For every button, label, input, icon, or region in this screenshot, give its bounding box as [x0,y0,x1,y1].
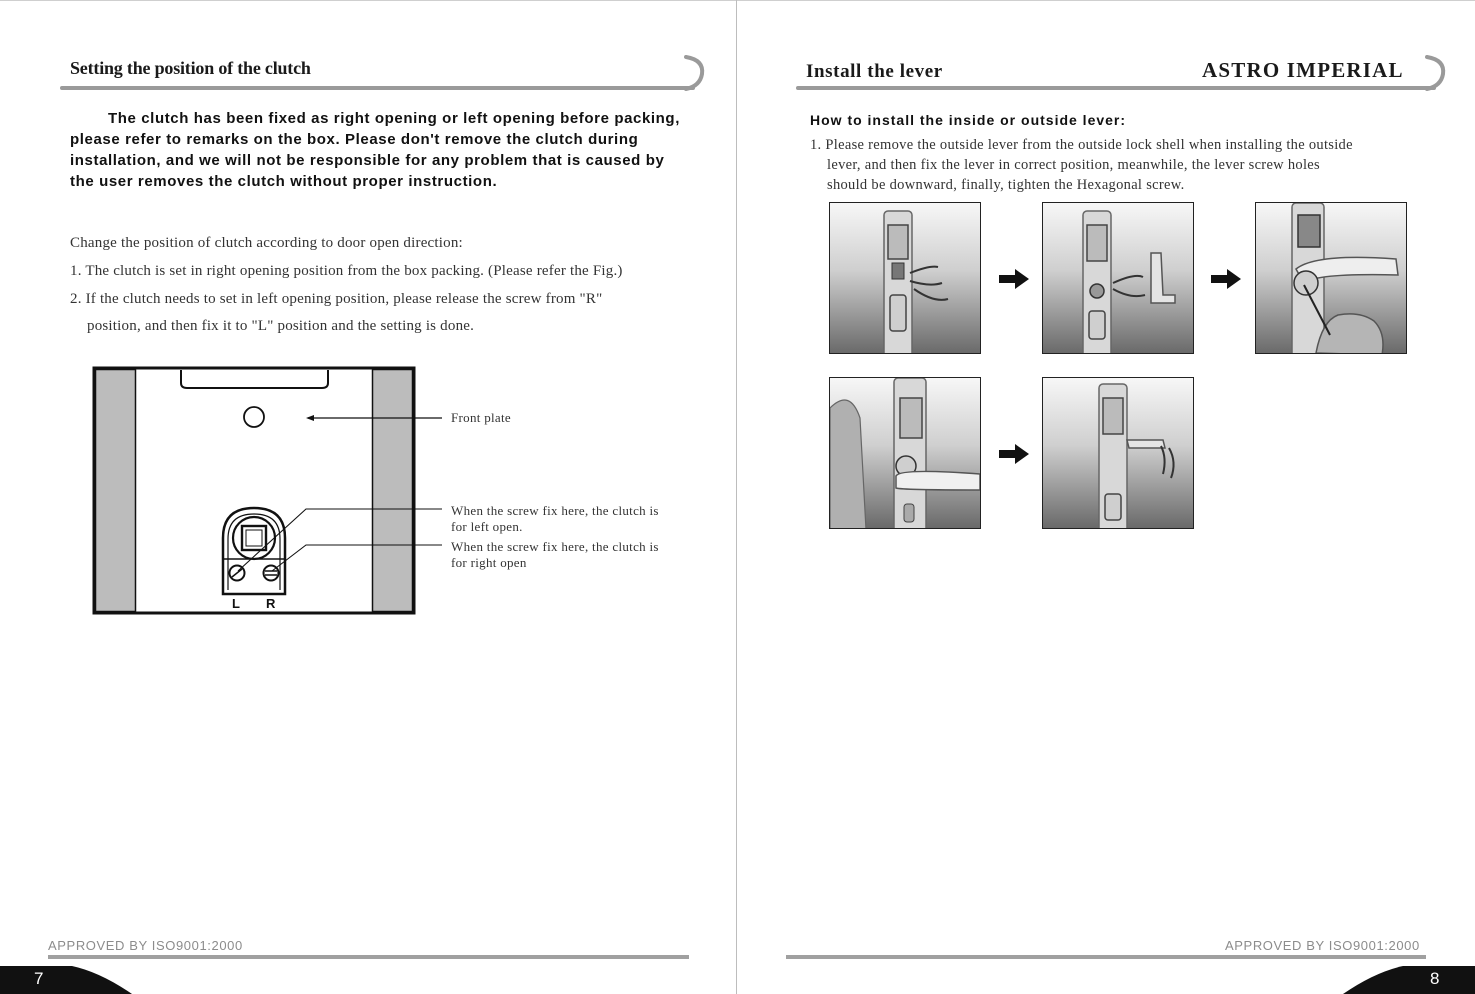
clutch-diagram [92,366,692,618]
right-page [738,0,1475,994]
clutch-step-1: 1. The clutch is set in right opening position from the box packing. (Please refer the Fig.) [70,263,623,279]
clutch-intro-text: Change the position of clutch according to door open direction: [70,235,463,251]
label-r: R [266,596,276,611]
install-photo-3 [1255,202,1407,354]
page-corner-icon [0,962,140,994]
front-plate-label: Front plate [451,410,511,425]
lever-step-1-line-3: should be downward, finally, tighten the Hexagonal screw. [827,177,1185,193]
header-curl-icon [1423,54,1449,92]
right-header-bar [796,86,1436,90]
arrow-right-icon [999,269,1029,289]
right-open-line-2: for right open [451,555,527,570]
left-page-title: Setting the position of the clutch [70,58,311,78]
left-open-callout [451,503,659,535]
right-page-number: 8 [1430,969,1440,988]
lever-step-1-line-2: lever, and then fix the lever in correct position, meanwhile, the lever screw holes [827,157,1320,173]
left-open-line-2: for left open. [451,519,523,534]
install-photo-5 [1042,377,1194,529]
front-plate-hole [244,407,264,427]
right-footer-bar [786,955,1426,959]
left-header-bar [60,86,695,90]
clutch-warning-text: The clutch has been fixed as right opening or left opening before packing, please refer to remarks on the box. Please don't remove the clutch during installation, and we will not be responsible for any problem that is caused by the user removes the clutch without proper instruction. [70,110,680,190]
right-open-callout [451,539,659,571]
header-curl-icon [682,54,708,92]
install-photo-1 [829,202,981,354]
left-page [0,0,737,994]
right-side-panel [373,370,413,612]
left-side-panel [96,370,136,612]
arrow-right-icon [999,444,1029,464]
clutch-warning-paragraph [70,108,690,192]
page-corner-icon [1335,962,1475,994]
clutch-step-2-line-1: 2. If the clutch needs to set in left opening position, please release the screw from "R" [70,291,603,307]
right-footer-approval: APPROVED BY ISO9001:2000 [1225,938,1420,953]
install-photo-4 [829,377,981,529]
left-footer-approval: APPROVED BY ISO9001:2000 [48,938,243,953]
clutch-step-2-line-2: position, and then fix it to "L" position and the setting is done. [87,318,475,334]
arrow-right-icon [1211,269,1241,289]
lever-step-1-line-1: 1. Please remove the outside lever from the outside lock shell when installing the outside [810,137,1353,153]
right-page-title: Install the lever [806,61,943,82]
right-open-line-1: When the screw fix here, the clutch is [451,539,659,554]
left-footer-bar [48,955,689,959]
label-l: L [232,596,240,611]
left-open-line-1: When the screw fix here, the clutch is [451,503,659,518]
left-page-number: 7 [34,969,44,988]
brand-name: ASTRO IMPERIAL [1202,58,1404,82]
install-photo-2 [1042,202,1194,354]
lever-install-subheading: How to install the inside or outside lever: [810,112,1127,128]
